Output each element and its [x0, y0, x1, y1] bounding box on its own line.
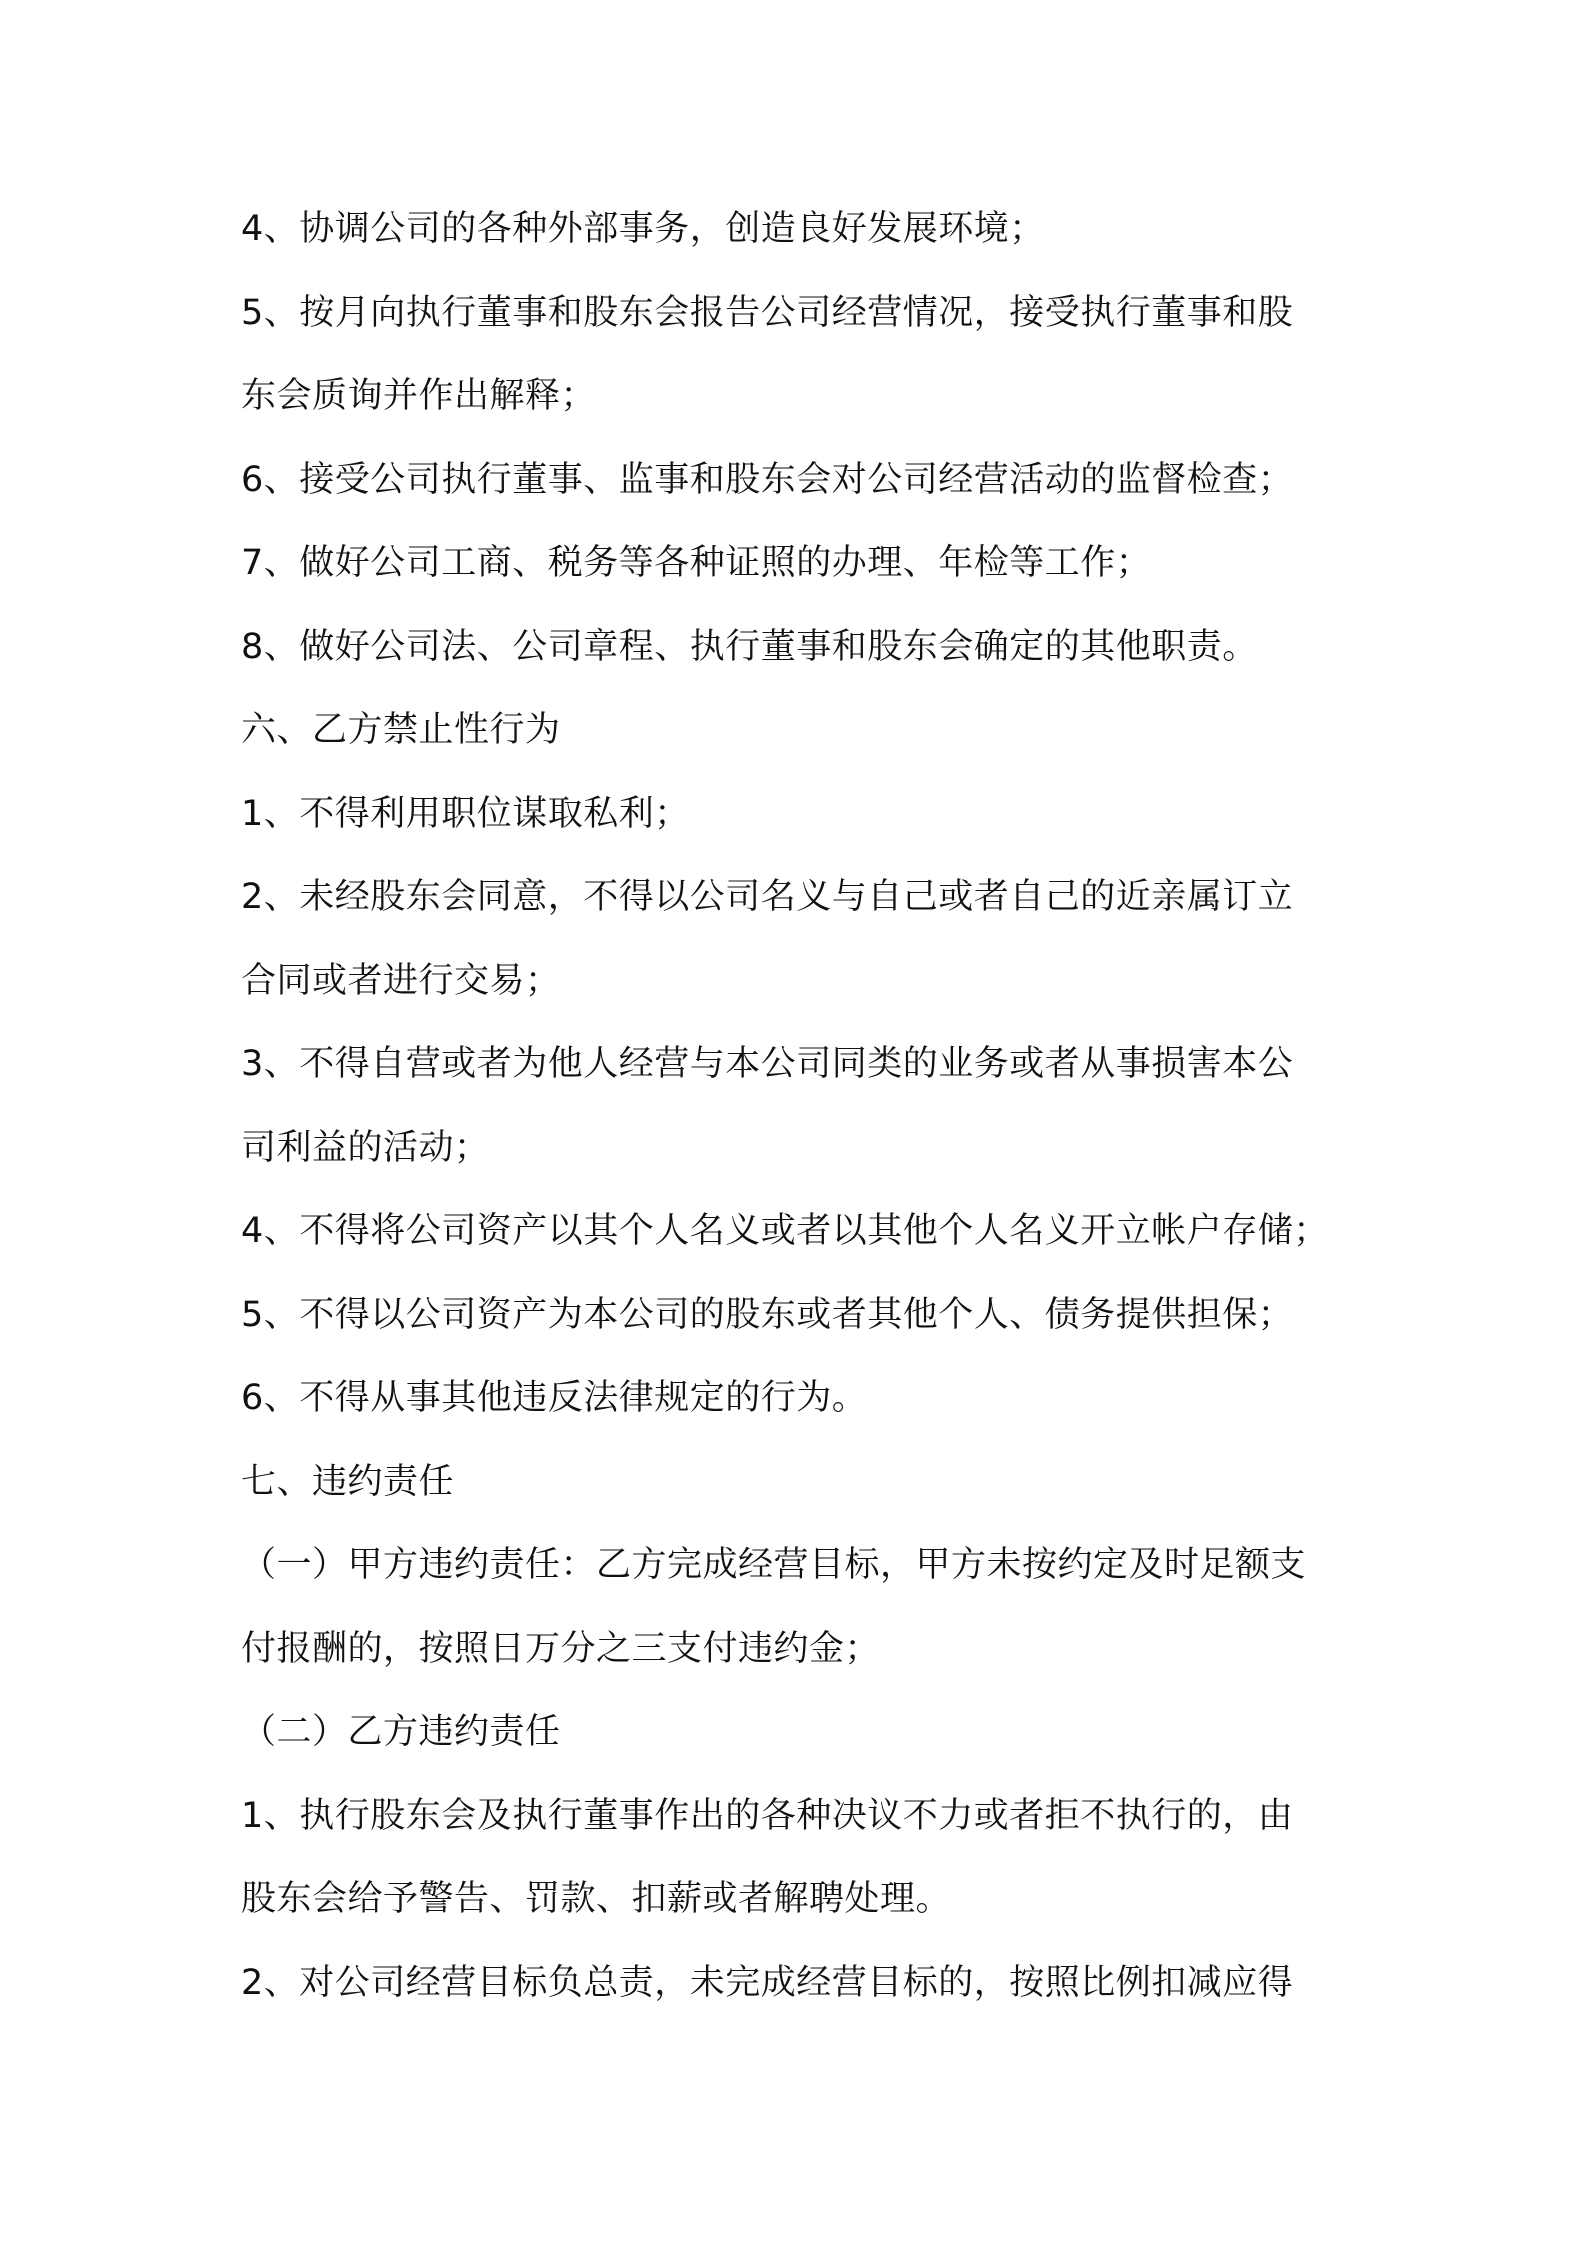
- text-line-11: 3、不得自营或者为他人经营与本公司同类的业务或者从事损害本公: [241, 1044, 1294, 1084]
- text-line-2: 5、按月向执行董事和股东会报告公司经营情况，接受执行董事和股: [241, 292, 1294, 333]
- text-line-10: 合同或者进行交易；: [241, 960, 561, 1001]
- text-line-8: 1、不得利用职位谋取私利；: [241, 793, 690, 834]
- document-body: [241, 188, 1361, 2025]
- text-line-18: 付报酬的，按照日万分之三支付违约金；: [241, 1628, 881, 1669]
- subsection-heading-2: （二）乙方违约责任: [241, 1712, 561, 1752]
- text-line-4: 6、接受公司执行董事、监事和股东会对公司经营活动的监督检查；: [241, 459, 1294, 500]
- section-heading-7: 七、违约责任: [241, 1461, 455, 1502]
- text-line-5: 7、做好公司工商、税务等各种证照的办理、年检等工作；: [241, 543, 1152, 583]
- text-line-20: 1、执行股东会及执行董事作出的各种决议不力或者拒不执行的，由: [241, 1795, 1294, 1836]
- text-line-14: 5、不得以公司资产为本公司的股东或者其他个人、债务提供担保；: [241, 1294, 1294, 1335]
- section-heading-6: 六、乙方禁止性行为: [241, 710, 561, 750]
- text-line-21: 股东会给予警告、罚款、扣薪或者解聘处理。: [241, 1879, 952, 1919]
- text-line-12: 司利益的活动；: [241, 1127, 490, 1168]
- text-line-17: （一）甲方违约责任：乙方完成经营目标，甲方未按约定及时足额支: [241, 1545, 1307, 1585]
- text-line-6: 8、做好公司法、公司章程、执行董事和股东会确定的其他职责。: [241, 626, 1258, 667]
- text-line-9: 2、未经股东会同意，不得以公司名义与自己或者自己的近亲属订立: [241, 877, 1294, 917]
- text-line-3: 东会质询并作出解释；: [241, 376, 597, 416]
- text-line-13: 4、不得将公司资产以其个人名义或者以其他个人名义开立帐户存储；: [241, 1211, 1329, 1251]
- text-line-1: 4、协调公司的各种外部事务，创造良好发展环境；: [241, 209, 1045, 249]
- text-line-22: 2、对公司经营目标负总责，未完成经营目标的，按照比例扣减应得: [241, 1962, 1294, 2003]
- text-line-15: 6、不得从事其他违反法律规定的行为。: [241, 1378, 868, 1418]
